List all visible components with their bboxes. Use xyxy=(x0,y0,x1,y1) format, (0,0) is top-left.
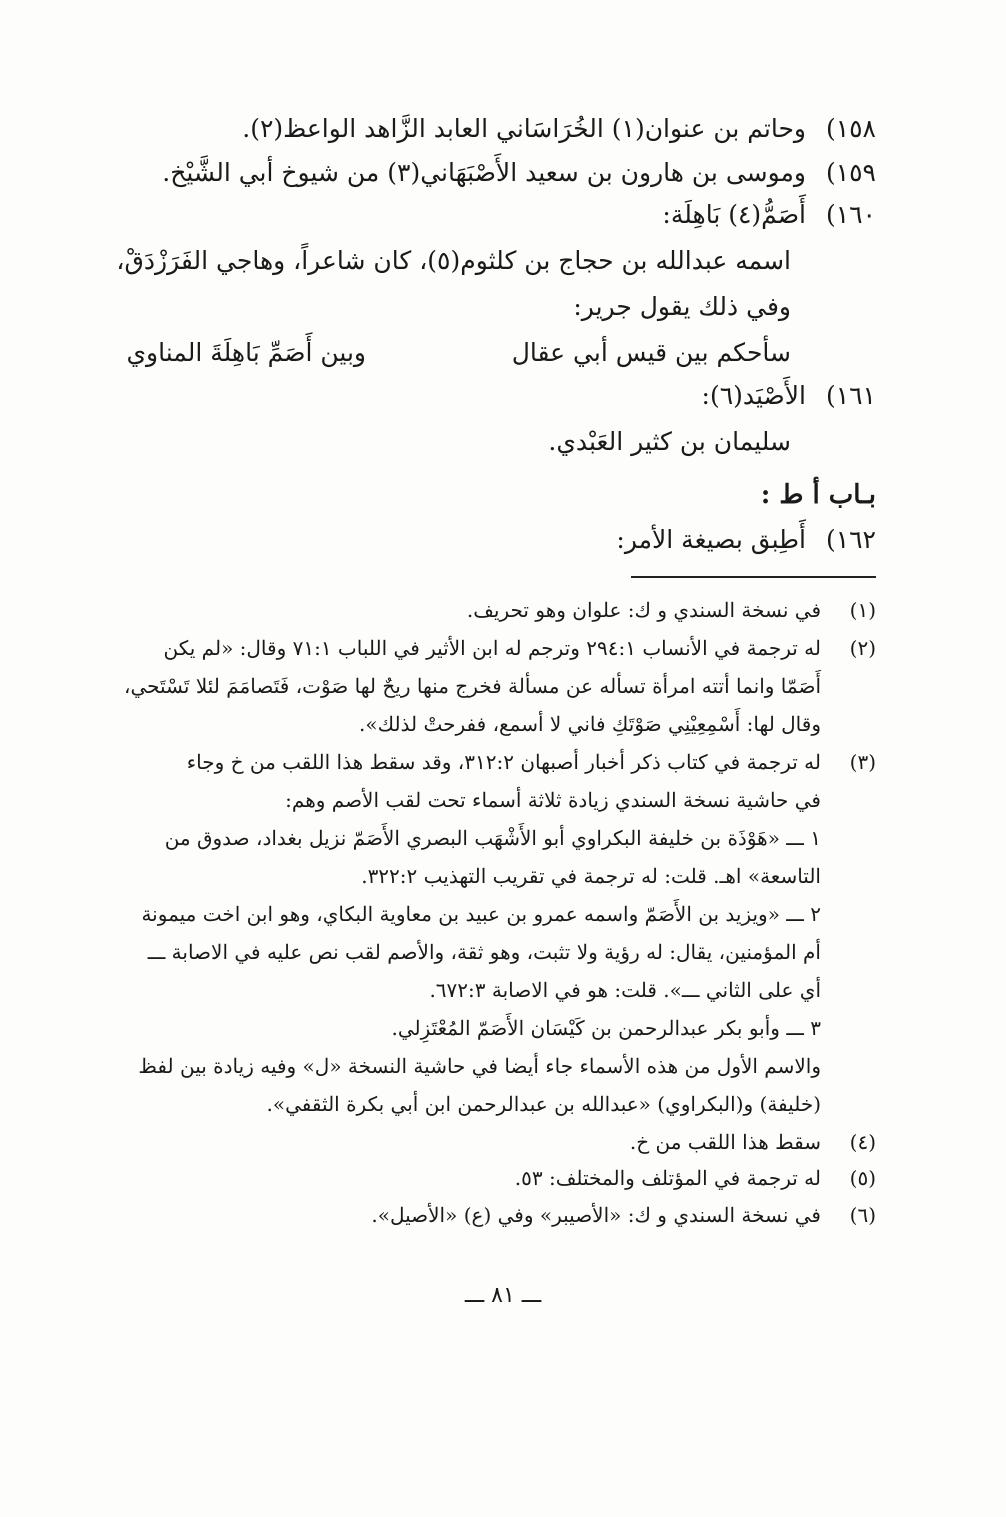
entry-number: ١٦٢) xyxy=(825,525,876,554)
footnote-3-line-9: والاسم الأول من هذه الأسماء جاء أيضا في حاشية النسخة «ل» وفيه زيادة بين لفظ xyxy=(138,1054,821,1078)
footnote-3-line-4: التاسعة» اهـ. قلت: له ترجمة في تقريب التهذيب ٣٢٢:٢. xyxy=(361,864,821,888)
entry-160-body-line-1: اسمه عبدالله بن حجاج بن كلثوم(٥)، كان شاعراً، وهاجي الفَرَزْدَقْ، xyxy=(116,246,791,275)
footnote-number: (١) xyxy=(849,598,876,622)
footnote-2 xyxy=(163,636,876,660)
footnote-number: (٤) xyxy=(849,1130,876,1154)
footnote-divider xyxy=(631,576,876,578)
footnote-3-line-8: ٣ ـــ وأبو بكر عبدالرحمن بن كَيْسَان الأَصَمّ المُعْتَزِلي. xyxy=(391,1016,821,1040)
footnote-text: له ترجمة في كتاب ذكر أخبار أصبهان ٣١٢:٢، وقد سقط هذا اللقب من خ وجاء xyxy=(186,750,821,774)
footnote-1 xyxy=(467,598,876,622)
footnote-2-line-2: أَصَمّا وانما أتته امرأة تسأله عن مسألة فخرج منها ريحٌ لها صَوْت، فَتَصامَمَ لئلا تَسْتَحي، xyxy=(123,674,821,698)
entry-text: أَصَمُّ(٤) بَاهِلَة: xyxy=(662,200,806,229)
entry-number: ١٥٨) xyxy=(825,114,876,143)
footnote-3-line-3: ١ ـــ «هَوْذَة بن خليفة البكراوي أبو الأَشْهَب البصري الأَصَمّ نزيل بغداد، صدوق من xyxy=(164,826,821,850)
verse-first-hemistich: سأحكم بين قيس أبي عقال xyxy=(511,338,791,367)
footnote-text: في نسخة السندي و ك: علوان وهو تحريف. xyxy=(466,598,821,622)
footnote-number: (٢) xyxy=(849,636,876,660)
entry-number: ١٦٠) xyxy=(825,200,876,229)
verse-second-hemistich: وبين أَصَمِّ بَاهِلَةَ المناوي xyxy=(126,338,366,367)
entry-158 xyxy=(242,114,876,143)
entry-162 xyxy=(616,525,876,554)
footnote-6 xyxy=(371,1203,876,1227)
footnote-text: في نسخة السندي و ك: «الأصيبر» وفي (ع) «الأصيل». xyxy=(371,1203,821,1227)
footnote-number: (٥) xyxy=(849,1166,876,1190)
entry-160 xyxy=(662,200,876,229)
footnote-3-line-2: في حاشية نسخة السندي زيادة ثلاثة أسماء تحت لقب الأصم وهم: xyxy=(285,788,821,812)
footnote-text: سقط هذا اللقب من خ. xyxy=(629,1130,821,1154)
entry-text: أَطِبق بصيغة الأمر: xyxy=(616,525,806,554)
footnote-text: له ترجمة في المؤتلف والمختلف: ٥٣. xyxy=(514,1166,821,1190)
entry-159 xyxy=(162,158,876,187)
footnote-3-line-5: ٢ ـــ «ويزيد بن الأَصَمّ واسمه عمرو بن عبيد بن معاوية البكاي، وهو ابن اخت ميمونة xyxy=(141,902,821,926)
section-title: بـاب أ ط : xyxy=(760,480,876,510)
footnote-4 xyxy=(630,1130,876,1154)
footnote-number: (٦) xyxy=(849,1203,876,1227)
entry-161 xyxy=(702,381,876,410)
entry-text: وحاتم بن عنوان(١) الخُرَاسَاني العابد الزَّاهد الواعظ(٢). xyxy=(242,114,806,143)
entry-text: وموسى بن هارون بن سعيد الأَصْبَهَاني(٣) من شيوخ أبي الشَّيْخ. xyxy=(162,158,806,187)
entry-161-body: سليمان بن كثير العَبْدي. xyxy=(548,427,791,456)
footnote-text: له ترجمة في الأنساب ٢٩٤:١ وترجم له ابن الأثير في اللباب ٧١:١ وقال: «لم يكن xyxy=(163,636,821,660)
footnote-5 xyxy=(515,1166,876,1190)
entry-160-body-line-2: وفي ذلك يقول جرير: xyxy=(573,292,791,321)
footnote-2-line-3: وقال لها: أَسْمِعِيْنِي صَوْتَكِ فاني لا أسمع، ففرحتْ لذلك». xyxy=(359,712,821,736)
entry-number: ١٥٩) xyxy=(825,158,876,187)
entry-text: الأَصْيَد(٦): xyxy=(701,381,806,410)
footnote-3-line-6: أم المؤمنين، يقال: له رؤية ولا تثبت، وهو ثقة، والأصم لقب نص عليه في الاصابة ـــ xyxy=(147,940,821,964)
footnote-3-line-10: (خليفة) و(البكراوي) «عبدالله بن عبدالرحمن ابن أبي بكرة الثقفي». xyxy=(266,1092,821,1116)
page-number: ـــ ٨١ ـــ xyxy=(464,1283,542,1308)
footnote-number: (٣) xyxy=(849,750,876,774)
entry-number: ١٦١) xyxy=(825,381,876,410)
footnote-3 xyxy=(187,750,876,774)
footnote-3-line-7: أي على الثاني ـــ». قلت: هو في الاصابة ٦٧٢:٣. xyxy=(429,978,821,1002)
